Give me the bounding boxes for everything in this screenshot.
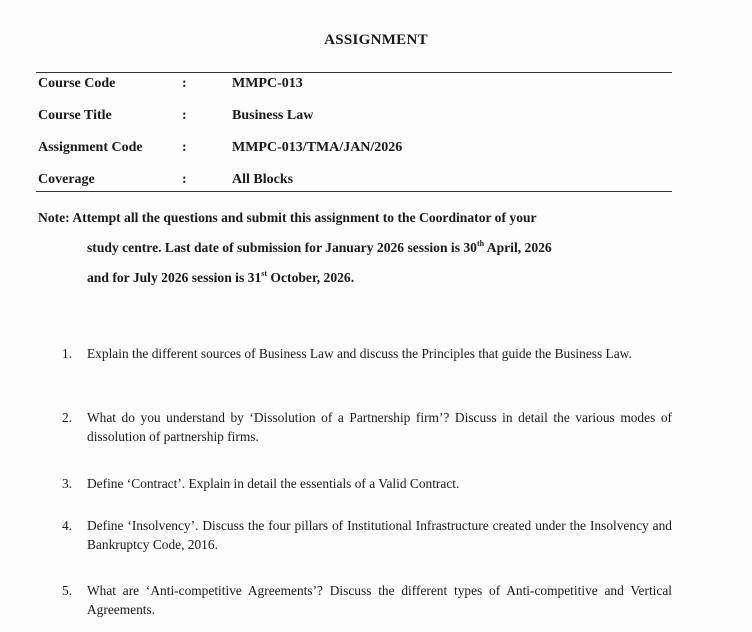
top-divider: [36, 72, 672, 73]
coverage-label: Coverage: [38, 172, 95, 187]
question-number: 3.: [62, 476, 73, 491]
assignment-code-value: MMPC-013/TMA/JAN/2026: [232, 140, 403, 155]
course-title-label: Course Title: [38, 108, 112, 123]
note-line-2-superscript: th: [476, 239, 485, 248]
question-number: 5.: [62, 583, 73, 598]
question-item: [62, 344, 672, 363]
assignment-code-label: Assignment Code: [38, 140, 143, 155]
question-number: 2.: [62, 410, 73, 425]
note-line-1: Note: Attempt all the questions and submit this assignment to the Coordinator of your: [38, 210, 537, 225]
page-title: ASSIGNMENT: [324, 32, 428, 48]
question-text: Explain the different sources of Business Law and discuss the Principles that guide the Business Law.: [87, 346, 632, 361]
question-text: Define ‘Contract’. Explain in detail the essentials of a Valid Contract.: [87, 476, 460, 491]
coverage-colon: :: [182, 172, 187, 187]
note-line-3-superscript: st: [261, 269, 268, 278]
course-code-value: MMPC-013: [232, 76, 303, 91]
note-line-2-start: study centre. Last date of submission for January 2026 session is 30: [87, 240, 477, 255]
note-line-3-end: October, 2026.: [267, 270, 355, 285]
question-number: 1.: [62, 346, 73, 361]
note-line-2: [38, 233, 674, 263]
question-item: [62, 516, 672, 554]
question-text: Define ‘Insolvency’. Discuss the four pillars of Institutional Infrastructure created under the Insolvency and Bankruptcy Code, 2016.: [87, 518, 672, 552]
coverage-value: All Blocks: [232, 172, 294, 187]
note-line-2-end: April, 2026: [484, 240, 552, 255]
question-number: 4.: [62, 518, 73, 533]
note-line-3: [38, 263, 674, 293]
course-title-value: Business Law: [232, 108, 314, 123]
note-line-3-start: and for July 2026 session is 31: [87, 270, 262, 285]
question-text: What are ‘Anti-competitive Agreements’? Discuss the different types of Anti-competitive and Vertical Agreements.: [87, 583, 672, 617]
question-item: [62, 581, 672, 619]
question-item: [62, 408, 672, 446]
course-code-label: Course Code: [38, 76, 116, 91]
course-title-colon: :: [182, 108, 187, 123]
assignment-code-colon: :: [182, 140, 187, 155]
question-item: [62, 474, 672, 493]
submission-note: [38, 203, 674, 293]
question-text: What do you understand by ‘Dissolution of a Partnership firm’? Discuss in detail the various modes of dissolution of partnership firms.: [87, 410, 672, 444]
course-code-colon: :: [182, 76, 187, 91]
bottom-divider: [36, 191, 672, 192]
